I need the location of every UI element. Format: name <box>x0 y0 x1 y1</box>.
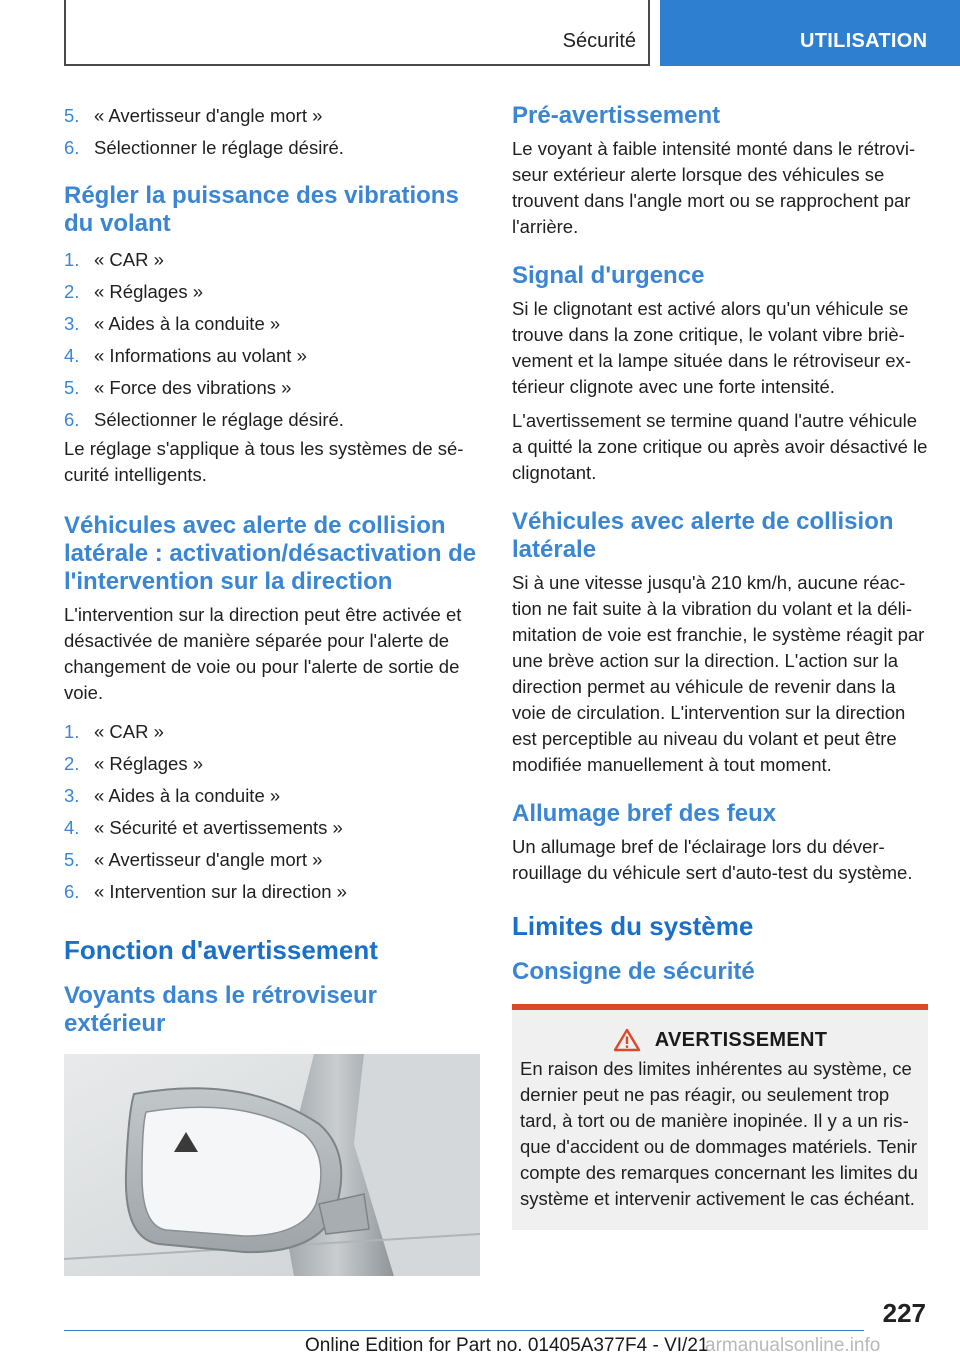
list-item <box>64 844 478 876</box>
footer-edition: Online Edition for Part no. 01405A377F4 - VI/21 <box>305 1335 709 1356</box>
list-item-number: 2. <box>64 281 80 302</box>
list-item <box>64 276 478 308</box>
side-mirror-drawing <box>64 1054 480 1276</box>
header-chapter-title: UTILISATION <box>800 30 928 52</box>
footer-divider <box>64 1330 864 1331</box>
heading-safety-notice: Consigne de sécurité <box>512 958 755 985</box>
list-item <box>64 404 478 436</box>
list-item-number: 5. <box>64 105 80 126</box>
paragraph-pre-warning: Le voyant à faible intensité monté dans le rétroviseur extérieur alerte lorsque des véhicules se trouvent dans l'angle mort ou se rapprochent par l'arrière. <box>512 138 916 237</box>
heading-system-limits: Limites du système <box>512 911 754 941</box>
paragraph-brief-lighting: Un allumage bref de l'éclairage lors du déverrouillage du véhicule sert d'auto-test du système. <box>512 836 913 883</box>
list-item-text: « Intervention sur la direction » <box>94 881 347 902</box>
warning-title: AVERTISSEMENT <box>654 1028 828 1051</box>
list-item-number: 2. <box>64 753 80 774</box>
heading-pre-warning: Pré-avertissement <box>512 102 721 129</box>
list-item-number: 5. <box>64 377 80 398</box>
warning-text: En raison des limites inhérentes au système, ce dernier peut ne pas réagir, ou seulement trop tard, à tort ou de manière inopinée. Il y a un risque d'accident ou de dommages matériels. Tenir compte des remarques concernant les limites du système et intervenir activement le cas échéant. <box>520 1058 918 1209</box>
page-number: 227 <box>882 1298 926 1328</box>
list-item-text: « Force des vibrations » <box>94 377 292 398</box>
list-item <box>64 780 478 812</box>
list-item-text: « Avertisseur d'angle mort » <box>94 105 323 126</box>
list-item-text: « CAR » <box>94 721 164 742</box>
list-item-number: 1. <box>64 721 80 742</box>
list-item-text: « Aides à la conduite » <box>94 313 281 334</box>
list-item-number: 6. <box>64 409 80 430</box>
left-column <box>64 100 478 1044</box>
heading-urgent-signal: Signal d'urgence <box>512 262 705 289</box>
header-chapter-tab <box>660 0 960 66</box>
list-item-number: 3. <box>64 785 80 806</box>
heading-mirror-lights: Voyants dans le rétroviseur extérieur <box>64 982 378 1037</box>
header-section-title: Sécurité <box>562 30 636 52</box>
list-item-number: 5. <box>64 849 80 870</box>
list-item-number: 1. <box>64 249 80 270</box>
list-item-number: 6. <box>64 881 80 902</box>
footer-watermark: armanualsonline.info <box>705 1335 881 1356</box>
paragraph-collision-steering: L'intervention sur la direction peut être activée et désactivée de manière séparée pour l'alerte de changement de voie ou pour l'alerte de sortie de voie. <box>64 604 462 703</box>
header-section-box <box>64 0 650 66</box>
steps-list-blind-spot <box>64 100 478 164</box>
list-item-text: Sélectionner le réglage désiré. <box>94 409 344 430</box>
right-column <box>512 100 928 1230</box>
list-item <box>64 308 478 340</box>
warning-box <box>512 1004 928 1230</box>
list-item-text: Sélectionner le réglage désiré. <box>94 137 344 158</box>
steps-list-steering <box>64 716 478 908</box>
list-item <box>64 132 478 164</box>
list-item <box>64 244 478 276</box>
list-item-text: « Aides à la conduite » <box>94 785 281 806</box>
list-item-number: 4. <box>64 345 80 366</box>
list-item-number: 6. <box>64 137 80 158</box>
paragraph-side-collision: Si à une vitesse jusqu'à 210 km/h, aucune réaction ne fait suite à la vibration du volant et la délimitation de voie est franchie, le système réagit par une brève action sur la direction. L'action sur la direction permet au véhicule de revenir dans la voie de circulation. L'intervention sur la direction est perceptible au niveau du volant et peut être modifiée manuellement à tout moment. <box>512 572 925 775</box>
list-item-text: « Sécurité et avertissements » <box>94 817 343 838</box>
list-item <box>64 340 478 372</box>
steps-list-vibrations <box>64 244 478 436</box>
heading-vibrations: Régler la puissance des vibrations du volant <box>64 182 459 237</box>
list-item <box>64 812 478 844</box>
heading-brief-lighting: Allumage bref des feux <box>512 800 777 827</box>
list-item-number: 4. <box>64 817 80 838</box>
list-item-text: « Réglages » <box>94 753 204 774</box>
heading-warning-function: Fonction d'avertissement <box>64 935 378 965</box>
heading-collision-steering: Véhicules avec alerte de collision latérale : activation/désactivation de l'intervention sur la direction <box>64 512 477 595</box>
list-item <box>64 100 478 132</box>
warning-triangle-icon <box>613 1028 641 1052</box>
list-item <box>64 372 478 404</box>
paragraph-urgent-signal-2: L'avertissement se termine quand l'autre véhicule a quitté la zone critique ou après avoir désactivé le clignotant. <box>512 410 928 483</box>
list-item <box>64 716 478 748</box>
mirror-illustration <box>64 1054 480 1276</box>
list-item <box>64 748 478 780</box>
heading-side-collision: Véhicules avec alerte de collision latérale <box>512 508 894 563</box>
list-item-text: « Informations au volant » <box>94 345 307 366</box>
list-item <box>64 876 478 908</box>
list-item-text: « CAR » <box>94 249 164 270</box>
list-item-text: « Réglages » <box>94 281 204 302</box>
paragraph-urgent-signal-1: Si le clignotant est activé alors qu'un véhicule se trouve dans la zone critique, le volant vibre brièvement et la lampe située dans le rétroviseur extérieur clignote avec une forte intensité. <box>512 298 911 397</box>
list-item-number: 3. <box>64 313 80 334</box>
warning-header <box>520 1028 920 1052</box>
list-item-text: « Avertisseur d'angle mort » <box>94 849 323 870</box>
paragraph-vibrations: Le réglage s'applique à tous les systèmes de sécurité intelligents. <box>64 438 464 485</box>
